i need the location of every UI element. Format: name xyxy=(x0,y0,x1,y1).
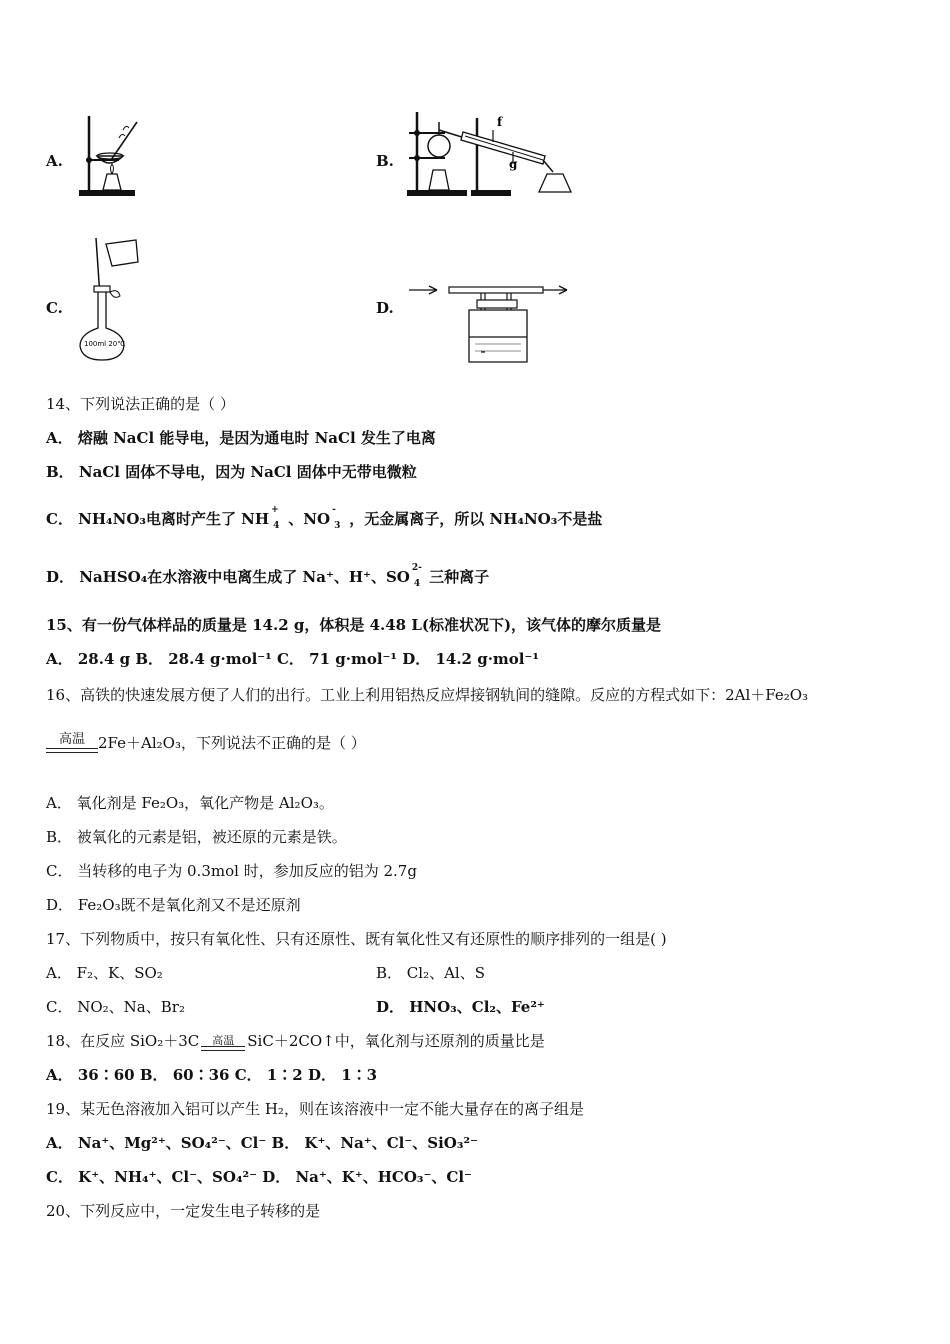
high-temp-condition: 高温 xyxy=(46,732,98,753)
q18-stem xyxy=(46,1031,545,1051)
q16-stem: 16、高铁的快速发展方便了人们的出行。工业上利用铝热反应焊接钢轨间的缝隙。反应的方程式如下：2Al＋Fe₂O₃ xyxy=(46,686,809,704)
q14-c-text-2: 、NO xyxy=(283,510,331,528)
q14-option-c xyxy=(46,505,603,531)
q16-equation-line xyxy=(46,732,366,753)
q15-options: A． 28.4 g B． 28.4 g·mol⁻¹ C． 71 g·mol⁻¹ D． 14.2 g·mol⁻¹ xyxy=(46,650,539,668)
q16-option-c: C． 当转移的电子为 0.3mol 时，参加反应的铝为 2.7g xyxy=(46,862,417,880)
q17-option-a: A． F₂、K、SO₂ xyxy=(46,964,163,982)
q14-option-a: A． 熔融 NaCl 能导电，是因为通电时 NaCl 发生了电离 xyxy=(46,429,436,447)
q14-d-text-1: D． NaHSO₄在水溶液中电离生成了 Na⁺、H⁺、SO xyxy=(46,568,410,586)
gas-washing-bottle-image xyxy=(407,282,572,366)
q18-stem-1: 18、在反应 SiO₂＋3C xyxy=(46,1032,200,1050)
option-b-label: B. xyxy=(376,152,394,170)
q19-stem: 19、某无色溶液加入铝可以产生 H₂，则在该溶液中一定不能大量存在的离子组是 xyxy=(46,1100,584,1118)
q14-d-text-2: 三种离子 xyxy=(423,568,490,586)
tag-g: g xyxy=(509,157,518,171)
q15-stem: 15、有一份气体样品的质量是 14.2 g，体积是 4.48 L(标准状况下)，该气体的摩尔质量是 xyxy=(46,616,662,634)
nh4-charge: + 4 xyxy=(271,505,280,531)
flask-marking: 100ml 20℃ xyxy=(84,340,126,348)
q17-option-d: D． HNO₃、Cl₂、Fe²⁺ xyxy=(376,998,545,1016)
q19-options-ab: A． Na⁺、Mg²⁺、SO₄²⁻、Cl⁻ B． K⁺、Na⁺、Cl⁻、SiO₃²⁻ xyxy=(46,1134,478,1152)
q14-option-b: B． NaCl 固体不导电，因为 NaCl 固体中无带电微粒 xyxy=(46,463,417,481)
volumetric-flask-transfer-image xyxy=(76,234,146,366)
q19-options-cd: C． K⁺、NH₄⁺、Cl⁻、SO₄²⁻ D． Na⁺、K⁺、HCO₃⁻、Cl⁻ xyxy=(46,1168,472,1186)
q18-stem-2: SiC＋2CO↑中，氧化剂与还原剂的质量比是 xyxy=(247,1032,545,1050)
q16-option-d: D． Fe₂O₃既不是氧化剂又不是还原剂 xyxy=(46,896,301,914)
so4-charge: 2- 4 xyxy=(411,563,422,589)
distillation-apparatus-image xyxy=(405,108,580,198)
q16-option-b: B． 被氧化的元素是铝，被还原的元素是铁。 xyxy=(46,828,347,846)
option-c-label: C. xyxy=(46,299,63,317)
q18-options: A． 36∶60 B． 60∶36 C． 1∶2 D． 1∶3 xyxy=(46,1066,378,1084)
q17-stem: 17、下列物质中，按只有氧化性、只有还原性、既有氧化性又有还原性的顺序排列的一组是( ) xyxy=(46,930,667,948)
q20-stem: 20、下列反应中，一定发生电子转移的是 xyxy=(46,1202,321,1220)
q17-option-b: B． Cl₂、Al、S xyxy=(376,964,485,982)
q14-c-text-3: ，无金属离子，所以 NH₄NO₃不是盐 xyxy=(344,510,603,528)
tag-f: f xyxy=(497,115,503,129)
option-a-label: A. xyxy=(46,152,63,170)
no3-charge: - 3 xyxy=(332,505,341,531)
q16-option-a: A． 氧化剂是 Fe₂O₃，氧化产物是 Al₂O₃。 xyxy=(46,794,334,812)
q14-c-text-1: C． NH₄NO₃电离时产生了 NH xyxy=(46,510,270,528)
high-temp-condition-q18: 高温 xyxy=(201,1035,245,1051)
q14-option-d xyxy=(46,563,490,589)
q16-stem-2: 2Fe＋Al₂O₃，下列说法不正确的是（ ） xyxy=(98,734,366,752)
q14-stem: 14、下列说法正确的是（ ） xyxy=(46,395,235,413)
option-d-label: D. xyxy=(376,299,394,317)
evaporation-apparatus-image xyxy=(75,112,155,200)
q17-option-c: C． NO₂、Na、Br₂ xyxy=(46,998,185,1016)
